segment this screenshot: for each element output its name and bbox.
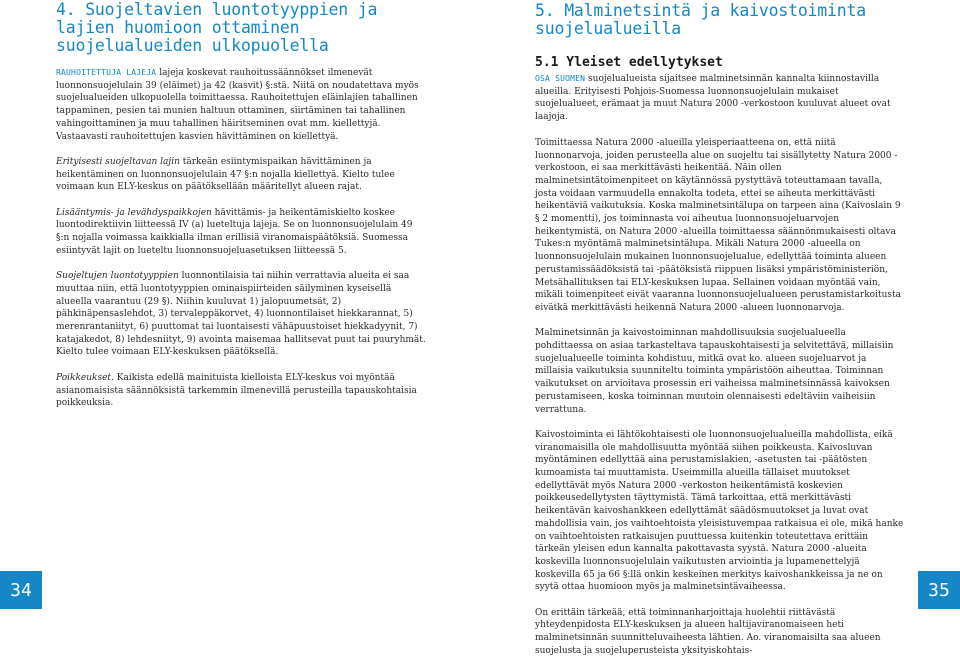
- paragraph-text: Kaikista edellä mainituista kielloista ELY-keskus voi myöntää asianomaisista säännöksistä tarkemmin ilmenevillä perusteilla tapauskohtaisia poikkeuksia.: [56, 372, 417, 409]
- paragraph-exceptions: [56, 372, 426, 410]
- paragraph-protected-species: [56, 67, 426, 143]
- paragraph-intro: [535, 73, 905, 124]
- chapter-4-heading: 4. Suojeltavien luontotyyppien ja lajien huomioon ottaminen suojelualueiden ulkopuolella: [56, 0, 378, 55]
- lead-in: RAUHOITETTUJA LAJEJA: [56, 68, 157, 77]
- italic-lead: Erityisesti suojeltavan lajin: [56, 156, 180, 167]
- italic-lead: Suojeltujen luontotyyppien: [56, 271, 179, 282]
- right-page: [535, 0, 905, 658]
- italic-lead: Poikkeukset.: [56, 372, 114, 383]
- page-number-left: 34: [0, 571, 42, 609]
- lead-in: OSA SUOMEN: [535, 74, 586, 83]
- paragraph-protected-habitats: [56, 270, 426, 359]
- page-number-right: 35: [918, 571, 960, 609]
- paragraph-mining-activity: Kaivostoiminta ei lähtökohtaisesti ole luonnonsuojelualueilla mahdollista, eikä viranomaisilla ole mahdollisuutta myöntää siihen poikkeusta. Kaivosluvan myöntäminen edellyttää aina perustamislakien, -asetusten tai -päätösten kumoamista tai muuttamista. Useimmilla alueilla tällaiset muutokset edellyttävät myös Natura 2000 -verkoston heikentämistä koskevien poikkeusedellytysten täyttymistä. Tämä tarkoittaa, että merkittävästi heikentävän kaivoshankkeen edellyttämät säädösmuutokset ja luvat ovat mahdollisia vain, jos vaihtoehtoista yleisistuvempaa ratkaisua ei ole, mikä hanke on vaihtoehtoisten ratkaisujen puuttuessa kuitenkin toteutettava erittäin tärkeän yleisen edun kannalta pakottavasta syystä. Natura 2000 -alueita koskevilla luonnonsuojelulain vaikutusten arviointia ja lupamenettelyjä koskevilla 65 ja 66 §:llä onkin keskeinen merkitys kaivoshankkeissa ja ne on syytä ottaa huomioon myös ja malminetsintävaiheessa.: [535, 429, 904, 593]
- paragraph-text: suojelualueista sijaitsee malminetsinnän kannalta kiinnostavilla alueilla. Erityisesti Pohjois-Suomessa luonnonsuojelulain mukaiset suojelualueet, erämaat ja muut Natura 2000 -verkostoon kuuluvat alueet ovat laajoja.: [535, 74, 891, 123]
- paragraph-text: tärkeän esiintymispaikan hävittäminen ja heikentäminen on luonnonsuojelulain 47 §:n nojalla kiellettyä. Kielto tulee voimaan kun ELY-keskus on päätöksellään määritellyt alueen rajat.: [56, 156, 395, 193]
- paragraph-text: lajeja koskevat rauhoitussäännökset ilmenevät luonnonsuojelulain 39 (eläimet) ja 42 (kasvit) §:stä. Niitä on noudatettava myös suojelualueiden ulkopuolella toimittaessa. Rauhoitettujen eläinlajien tahallinen tappaminen, pesien tai munien haltuun ottaminen, siirtäminen tai tahallinen vahingoittaminen ja muu tahallinen häiritseminen ovat mm. kiellettyjä. Vastaavasti rauhoitettujen kasvien hävittäminen on kiellettyä.: [56, 68, 419, 142]
- section-5-1-heading: 5.1 Yleiset edellytykset: [535, 55, 723, 70]
- paragraph-natura-areas: Toimittaessa Natura 2000 -alueilla yleisperiaatteena on, että niitä luonnonarvoja, joiden perusteella alue on suojeltu tai sisällytetty Natura 2000 -verkostoon, ei saa merkittävästi heikentää. Näin ollen malminetsintätoimenpiteet on käytännössä pystyttävä toteuttamaan tavalla, josta voidaan varmuudella ennakolta todeta, ettei se aiheuta merkittävästi heikentäviä vaikutuksia. Koska malminetsintälupa on tarpeen aina (Kaivoslain 9 § 2 momentti), jos toiminnasta voi aiheutua luonnonsuojeluarvojen heikentymistä, on Natura 2000 -alueilla toimittaessa säännönmukaisesti oltava Tukes:n myöntämä malminetsintälupa. Mikäli Natura 2000 -alueella on luonnonsuojelulain mukainen luonnonsuojelualue, edellyttää toiminta alueen perustamissäädöksistä tai -päätöksistä riippuen lisäksi ympäristöministeriön, Metsähallituksen tai ELY-keskuksen lupaa. Sellainen voidaan myöntää vain, mikäli toimenpiteet eivät vaaranna luonnonsuojelualueen perustamistarkoitusta eivätkä merkittävästi heikennä Natura 2000 -alueen luonnonarvoja.: [535, 137, 901, 313]
- paragraph-breeding-sites: [56, 207, 426, 258]
- paragraph-contact-authorities: On erittäin tärkeää, että toiminnanharjoittaja huolehtii riittävästä yhteydenpidosta ELY-keskuksen ja alueen haltijaviranomaiseen heti malminetsinnän suunnitteluvaiheesta lähtien. Ao. viranomaisilta saa alueen suojelusta ja suojeluperusteista yksityiskohtais-: [535, 607, 881, 656]
- paragraph-strictly-protected-species: [56, 156, 426, 194]
- left-page: [56, 0, 426, 410]
- paragraph-case-by-case: Malminetsinnän ja kaivostoiminnan mahdollisuuksia suojelualueella pohdittaessa on asiaa tarkasteltava tapauskohtaisesti ja selvitettävä, millaisiin suojelualueelle toiminta kohdistuu, mitkä ovat ko. alueen suojeluarvot ja millaisia vaikutuksia suunniteltu toiminta ympäristöön aiheuttaa. Toiminnan vaikutukset on arvioitava prosessin eri vaiheissa malminetsinnässä kaivoksen perustamiseen, koska toiminnan muutoin olennaisesti edeltäviin vaiheisiin verrattuna.: [535, 328, 894, 415]
- italic-lead: Lisääntymis- ja levähdyspaikkojen: [56, 207, 212, 218]
- chapter-5-heading: 5. Malminetsintä ja kaivostoiminta suojelualueilla: [535, 1, 866, 38]
- paragraph-text: hävittämis- ja heikentämiskielto koskee luontodirektiivin liitteessä IV (a) lueteltuja lajeja. Se on luonnonsuojelulain 49 §:n nojalla voimassa kaikkialla ilman erillisiä viranomaispäätöksiä. Suomessa esiintyvät lajit on lueteltu luonnonsuojeluasetuksen liitteessä 5.: [56, 207, 413, 256]
- paragraph-text: luonnontilaisia tai niihin verrattavia alueita ei saa muuttaa niin, että luontotyyppien ominaispiirteiden säilyminen kyseisellä alueella vaarantuu (29 §). Niihin kuuluvat 1) jalopuumetsät, 2) pähkinäpensaslehdot, 3) tervaleppäkorvet, 4) luonnontilaiset hiekkarannat, 5) merenrantaniityt, 6) puuttomat tai luontaisesti vähäpuustoiset hiekkadyynit, 7) katajakedot, 8) lehdesniityt, 9) avointa maisemaa hallitsevat puut tai puuryhmät. Kielto tulee voimaan ELY-keskuksen päätöksellä.: [56, 271, 426, 358]
